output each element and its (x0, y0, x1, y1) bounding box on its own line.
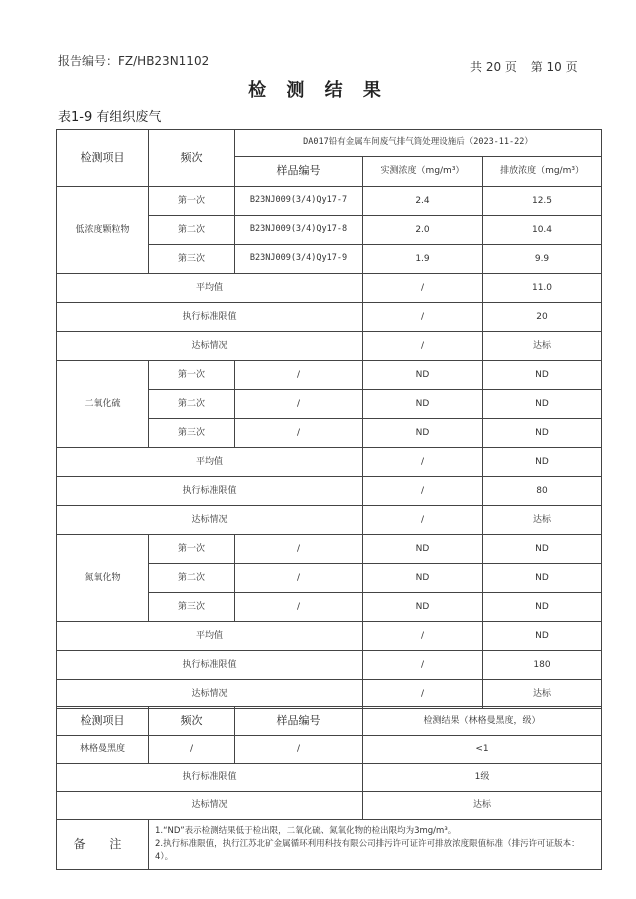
measured-cell: ND (363, 535, 483, 564)
blackness-result: <1 (363, 736, 602, 764)
frequency-cell: 第一次 (149, 187, 235, 216)
emission-cell: 9.9 (483, 245, 602, 274)
sample-cell: B23NJ009(3/4)Qy17-7 (235, 187, 363, 216)
limit-measured: / (363, 477, 483, 506)
sample-cell: / (235, 419, 363, 448)
status-label: 达标情况 (57, 332, 363, 361)
emission-cell: ND (483, 419, 602, 448)
frequency-cell: 第一次 (149, 361, 235, 390)
sample-cell: / (235, 390, 363, 419)
table-title: 表1-9 有组织废气 (58, 110, 162, 125)
measured-cell: ND (363, 593, 483, 622)
emission-cell: 12.5 (483, 187, 602, 216)
average-label: 平均值 (57, 448, 363, 477)
sample-cell: / (235, 535, 363, 564)
limit-value: 1级 (363, 764, 602, 792)
frequency-cell: 第二次 (149, 390, 235, 419)
limit-emission: 20 (483, 303, 602, 332)
header-measured: 实测浓度（mg/m³） (363, 157, 483, 187)
header-emission: 排放浓度（mg/m³） (483, 157, 602, 187)
frequency-cell: 第三次 (149, 593, 235, 622)
average-measured: / (363, 274, 483, 303)
sample-cell: B23NJ009(3/4)Qy17-9 (235, 245, 363, 274)
remark-line-2: 2.执行标准限值，执行江苏北矿金属循环利用科技有限公司排污许可证许可排放浓度限值标准（排污许可证版本：4）。 (155, 839, 580, 862)
measured-cell: ND (363, 361, 483, 390)
blackness-sample: / (235, 736, 363, 764)
header-frequency: 频次 (149, 707, 235, 736)
blackness-item: 林格曼黑度 (57, 736, 149, 764)
header-frequency: 频次 (149, 130, 235, 187)
frequency-cell: 第二次 (149, 216, 235, 245)
status-measured: / (363, 506, 483, 535)
remarks-label: 备 注 (57, 820, 149, 870)
total-pages: 共 20 页 (470, 60, 517, 74)
limit-measured: / (363, 303, 483, 332)
sample-cell: / (235, 593, 363, 622)
measured-cell: 2.0 (363, 216, 483, 245)
sample-cell: / (235, 564, 363, 593)
measured-cell: 2.4 (363, 187, 483, 216)
pollutant-name: 氮氧化物 (57, 535, 149, 622)
limit-label: 执行标准限值 (57, 303, 363, 332)
header-result: 检测结果（林格曼黑度，级） (363, 707, 602, 736)
header-site: DA017铅有金属车间废气排气筒处理设施后（2023-11-22） (235, 130, 602, 157)
status-value: 达标 (363, 792, 602, 820)
average-label: 平均值 (57, 622, 363, 651)
emission-cell: 10.4 (483, 216, 602, 245)
frequency-cell: 第三次 (149, 245, 235, 274)
status-label: 达标情况 (57, 792, 363, 820)
emission-cell: ND (483, 535, 602, 564)
blackness-frequency: / (149, 736, 235, 764)
sample-cell: B23NJ009(3/4)Qy17-8 (235, 216, 363, 245)
measured-cell: ND (363, 564, 483, 593)
measured-cell: ND (363, 419, 483, 448)
header-item: 检测项目 (57, 130, 149, 187)
frequency-cell: 第一次 (149, 535, 235, 564)
page-indicator (470, 58, 588, 75)
limit-label: 执行标准限值 (57, 651, 363, 680)
status-label: 达标情况 (57, 506, 363, 535)
report-number: 报告编号：FZ/HB23N1102 (58, 54, 210, 68)
average-emission: ND (483, 622, 602, 651)
status-emission: 达标 (483, 680, 602, 709)
status-emission: 达标 (483, 332, 602, 361)
remark-line-1: 1.“ND”表示检测结果低于检出限，二氧化硫、氮氧化物的检出限均为3mg/m³。 (155, 826, 457, 837)
emission-cell: ND (483, 361, 602, 390)
frequency-cell: 第二次 (149, 564, 235, 593)
status-measured: / (363, 680, 483, 709)
page-number: 第 10 页 (530, 60, 578, 74)
average-emission: ND (483, 448, 602, 477)
average-emission: 11.0 (483, 274, 602, 303)
remarks-content (149, 820, 602, 870)
header-sample: 样品编号 (235, 707, 363, 736)
status-emission: 达标 (483, 506, 602, 535)
limit-label: 执行标准限值 (57, 477, 363, 506)
limit-measured: / (363, 651, 483, 680)
average-label: 平均值 (57, 274, 363, 303)
header-item: 检测项目 (57, 707, 149, 736)
average-measured: / (363, 622, 483, 651)
measured-cell: 1.9 (363, 245, 483, 274)
frequency-cell: 第三次 (149, 419, 235, 448)
results-table (56, 129, 602, 709)
emission-cell: ND (483, 593, 602, 622)
status-label: 达标情况 (57, 680, 363, 709)
blackness-table (56, 706, 602, 870)
status-measured: / (363, 332, 483, 361)
limit-emission: 180 (483, 651, 602, 680)
page-title: 检 测 结 果 (248, 80, 388, 101)
emission-cell: ND (483, 564, 602, 593)
average-measured: / (363, 448, 483, 477)
header-sample: 样品编号 (235, 157, 363, 187)
measured-cell: ND (363, 390, 483, 419)
emission-cell: ND (483, 390, 602, 419)
pollutant-name: 二氧化硫 (57, 361, 149, 448)
sample-cell: / (235, 361, 363, 390)
limit-label: 执行标准限值 (57, 764, 363, 792)
limit-emission: 80 (483, 477, 602, 506)
pollutant-name: 低浓度颗粒物 (57, 187, 149, 274)
